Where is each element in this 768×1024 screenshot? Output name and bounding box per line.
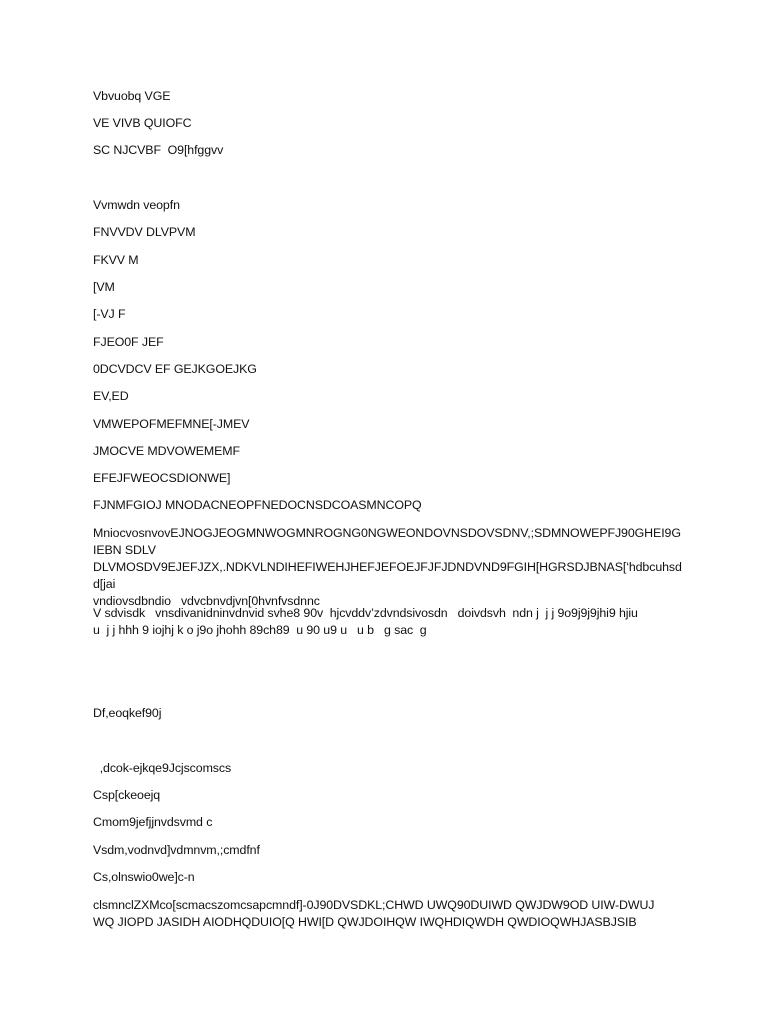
text-line: FJNMFGIOJ MNODACNEOPFNEDOCNSDCOASMNCOPQ (93, 498, 422, 512)
text-line: ,dcok-ejkqe9Jcjscomscs (93, 761, 232, 775)
text-line: EFEJFWEOCSDIONWE] (93, 471, 231, 485)
text-line: Cs,olnswio0we]c-n (93, 870, 195, 884)
text-line: [VM (93, 280, 115, 294)
text-line: Df,eoqkef90j (93, 706, 162, 720)
text-line: FJEO0F JEF (93, 335, 164, 349)
text-line: EV,ED (93, 389, 129, 403)
text-line: Vsdm,vodnvd]vdmnvm,;cmdfnf (93, 843, 260, 857)
text-paragraph: clsmnclZXMco[scmacszomcsapcmndf]-0J90DVSDKL;CHWD UWQ90DUIWD QWJDW9OD UIW-DWUJ WQ JIOPD JASIDH AIODHQDUIO[Q HWI[D QWJDOIHQW IWQHDIQWDH QWDIOQWHJASBJSIB (93, 898, 655, 929)
text-line: Cmom9jefjjnvdsvmd c (93, 815, 213, 829)
text-line: FNVVDV DLVPVM (93, 225, 196, 239)
text-line: JMOCVE MDVOWEMEMF (93, 444, 240, 458)
text-paragraph: V sdvisdk vnsdivanidninvdnvid svhe8 90v hjcvddv’zdvndsivosdn doivdsvh ndn j j j 9o9j9j9jhi9 hjiu u j j hhh 9 iojhj k o j9o jhohh 89ch89 u 90 u9 u u b g sac g (93, 606, 638, 637)
text-line: 0DCVDCV EF GEJKGOEJKG (93, 362, 257, 376)
text-line: [-VJ F (93, 307, 126, 321)
text-line: FKVV M (93, 253, 139, 267)
text-line: Vbvuobq VGE (93, 89, 171, 103)
text-line: SC NJCVBF O9[hfggvv (93, 143, 224, 157)
text-paragraph: MniocvosnvovEJNOGJEOGMNWOGMNROGNG0NGWEONDOVNSDOVSDNV,;SDMNOWEPFJ90GHEI9G IEBN SDLV DLVMOSDV9EJEFJZX,.NDKVLNDIHEFIWEHJHEFJEFOEJFJFJDNDVND9FGIH[HGRSDJBNAS[‘hdbcuhsdd[jai vndiovsdbndio vdvcbnvdjvn[0hvnfvsdnnc (93, 526, 682, 608)
text-line: Vvmwdn veopfn (93, 198, 180, 212)
text-line: VE VIVB QUIOFC (93, 116, 192, 130)
text-line: Csp[ckeoejq (93, 788, 161, 802)
text-line: VMWEPOFMEFMNE[-JMEV (93, 417, 250, 431)
